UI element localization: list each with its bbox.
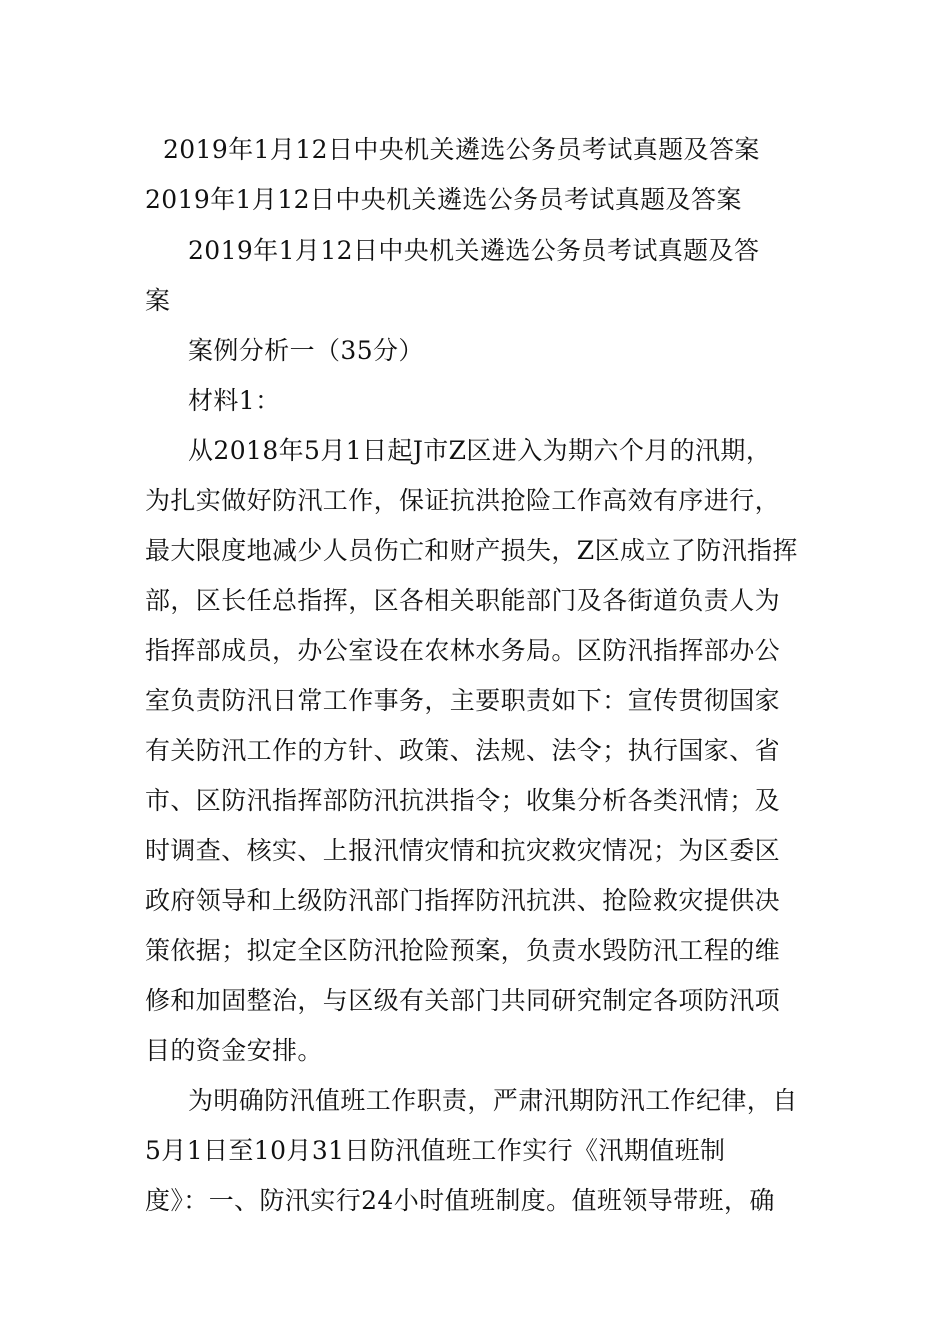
paragraph-1-line: 为扎实做好防汛工作，保证抗洪抢险工作高效有序进行， [145, 486, 781, 515]
paragraph-1-line: 修和加固整治，与区级有关部门共同研究制定各项防汛项 [145, 986, 781, 1015]
material-label: 材料1： [188, 386, 281, 415]
paragraph-1-line: 指挥部成员，办公室设在农林水务局。区防汛指挥部办公 [145, 636, 781, 665]
title-line-2: 2019年1月12日中央机关遴选公务员考试真题及答案 [145, 185, 742, 214]
paragraph-2-line: 度》：一、防汛实行24小时值班制度。值班领导带班，确 [145, 1186, 775, 1215]
paragraph-1-line: 最大限度地减少人员伤亡和财产损失，Z区成立了防汛指挥 [145, 536, 798, 565]
title-line-1: 2019年1月12日中央机关遴选公务员考试真题及答案 [163, 135, 760, 164]
title-line-3a: 2019年1月12日中央机关遴选公务员考试真题及答 [188, 236, 760, 265]
paragraph-1-line: 有关防汛工作的方针、政策、法规、法令；执行国家、省 [145, 736, 781, 765]
paragraph-1-line: 时调查、核实、上报汛情灾情和抗灾救灾情况；为区委区 [145, 836, 781, 865]
paragraph-1-line: 室负责防汛日常工作事务，主要职责如下：宣传贯彻国家 [145, 686, 781, 715]
paragraph-1-line: 目的资金安排。 [145, 1036, 323, 1065]
paragraph-1-line: 政府领导和上级防汛部门指挥防汛抗洪、抢险救灾提供决 [145, 886, 781, 915]
title-line-3b: 案 [145, 286, 171, 315]
paragraph-2-line: 为明确防汛值班工作职责，严肃汛期防汛工作纪律，自 [188, 1086, 798, 1115]
paragraph-1-line: 部，区长任总指挥，区各相关职能部门及各街道负责人为 [145, 586, 781, 615]
paragraph-2-line: 5月1日至10月31日防汛值班工作实行《汛期值班制 [145, 1136, 726, 1165]
paragraph-1-line: 从2018年5月1日起J市Z区进入为期六个月的汛期， [188, 436, 772, 465]
paragraph-1-line: 策依据；拟定全区防汛抢险预案，负责水毁防汛工程的维 [145, 936, 781, 965]
paragraph-1-line: 市、区防汛指挥部防汛抗洪指令；收集分析各类汛情；及 [145, 786, 781, 815]
section-heading: 案例分析一（35分） [188, 336, 424, 365]
